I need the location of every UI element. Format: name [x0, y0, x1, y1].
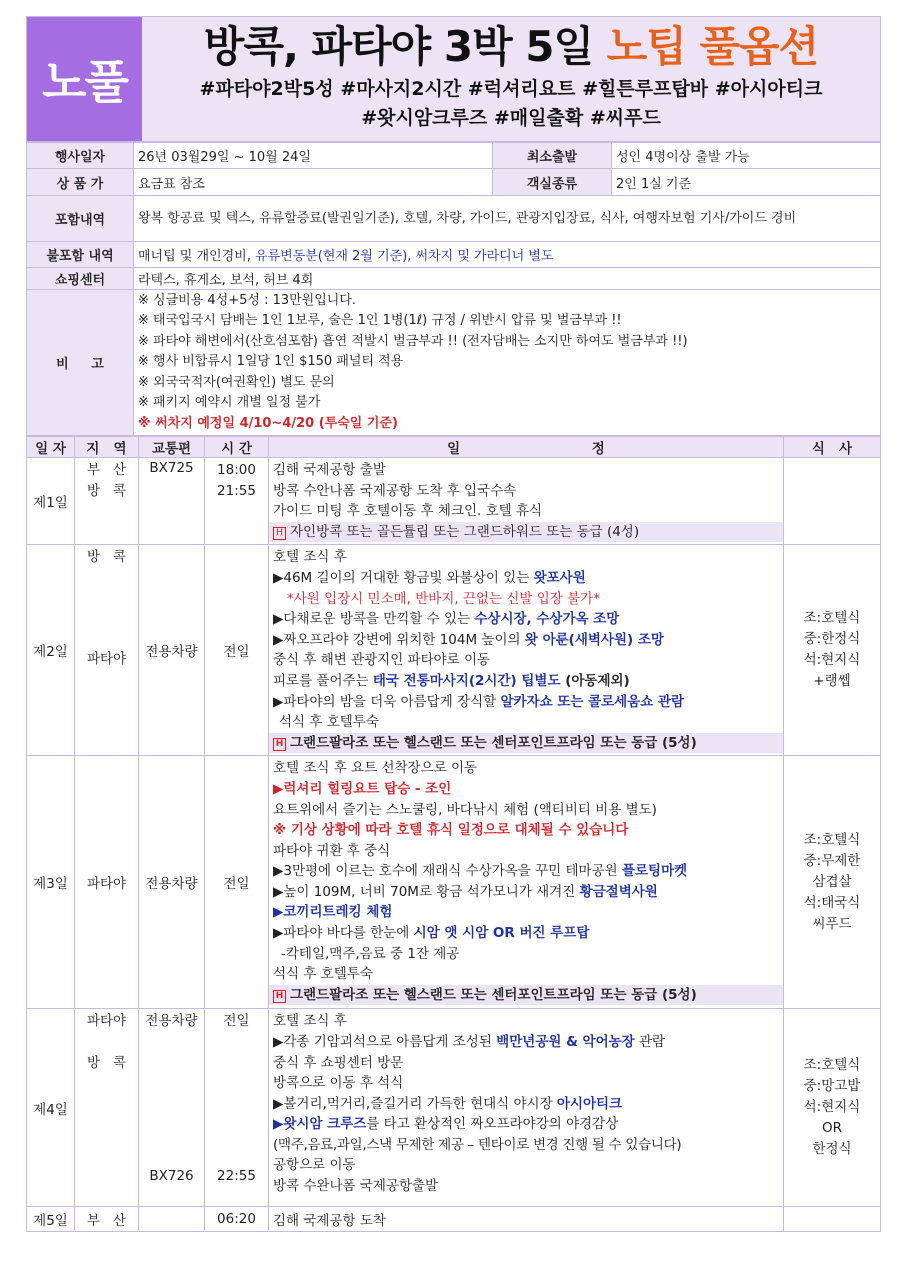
schedule-text: ▶파타야의 밤을 더욱 아름답게 장식할: [273, 693, 501, 710]
schedule-line: [273, 1032, 779, 1053]
region-pattaya: 파타야: [86, 1013, 127, 1030]
schedule-text: ▶짜오프라야 강변에 위치한 104M 높이의: [273, 631, 525, 648]
included-value: 왕복 항공료 및 텍스, 유류할증료(발권일기준), 호텔, 차량, 가이드, 관광지입장료, 식사, 여행자보험 기사/가이드 경비: [134, 196, 881, 242]
schedule-line: 중식 후 해변 관광지인 파타야로 이동: [273, 652, 491, 669]
schedule-text: ▶파타야 바다를 한눈에: [273, 925, 414, 942]
meal-line: 석:태국식: [803, 894, 861, 911]
title-main: 방콕, 파타야 3박 5일: [203, 22, 594, 71]
note-item: ※ 패키지 예약시 개별 일정 불가: [138, 395, 321, 411]
schedule-line: [273, 882, 779, 903]
schedule-line: 호텔 조식 후: [273, 549, 347, 566]
schedule-text: ▶3만평에 이르는 호수에 재래식 수상가옥을 꾸민 테마공원: [273, 863, 622, 880]
itinerary-table: [26, 436, 881, 1232]
schedule-line: [273, 671, 779, 692]
day-5-region: 부 산: [75, 1207, 139, 1232]
col-day: 일 자: [27, 437, 75, 458]
schedule-text: 관람: [634, 1033, 666, 1050]
note-item: ※ 태국입국시 담배는 1인 1보루, 술은 1인 1병(1ℓ) 규정 / 위반시 압류 및 벌금부과 !!: [138, 313, 622, 329]
note-surcharge: ※ 써차지 예정일 4/10~4/20 (투숙일 기준): [138, 415, 398, 431]
highlight-cruise: ▶왓시암 크루즈: [273, 1116, 367, 1133]
hotel-icon: H: [273, 527, 286, 540]
title-accent: 노팁 풀옵션: [606, 22, 819, 71]
day-1-row: [27, 458, 881, 545]
col-transport: 교통편: [139, 437, 205, 458]
day-2-transport: 전용차량: [139, 545, 205, 756]
highlight-watpho: 왓포사원: [533, 569, 586, 586]
note-item: ※ 싱글비용 4성+5성 : 13만원입니다.: [138, 292, 357, 308]
notes: [134, 290, 881, 436]
schedule-line: 석식 후 호텔투숙: [279, 714, 379, 731]
hotel-icon: H: [273, 990, 286, 1003]
region-busan: 부 산: [87, 462, 126, 478]
schedule-text: 를 타고 환상적인 짜오프라야강의 야경감상: [366, 1116, 619, 1133]
meal-line: 석:현지식: [803, 1099, 861, 1116]
day-3-transport: 전용차량: [139, 756, 205, 1009]
meal-line: +랭쎕: [813, 673, 851, 690]
min-depart-value: 성인 4명이상 출발 가능: [612, 143, 881, 169]
day-5-row: [27, 1207, 881, 1232]
day-5-time: 06:20: [205, 1207, 269, 1232]
highlight-yacht: ▶럭셔리 힐링요트 탑승 - 조인: [273, 780, 452, 797]
shopping-label: 쇼핑센터: [27, 268, 134, 290]
date-value: 26년 03월29일 ~ 10월 24일: [134, 143, 493, 169]
note-item: ※ 외국국적자(여권확인) 별도 문의: [138, 374, 335, 390]
highlight-rooftop: 시암 앳 시암 OR 버진 루프탑: [413, 925, 590, 942]
day-5-meal: [784, 1207, 881, 1232]
price-value: 요금표 참조: [134, 169, 493, 196]
hotel-icon: H: [273, 738, 286, 751]
room-value: 2인 1실 기준: [612, 169, 881, 196]
day-5-transport: [139, 1207, 205, 1232]
excluded-value-b: 유류변동분(현재 2월 기준), 써차지 및 가라디너 별도: [255, 249, 554, 264]
schedule-line: 방콕으로 이동 후 석식: [273, 1075, 404, 1092]
highlight-show: 알카자쇼 또는 콜로세움쇼 관람: [500, 693, 685, 710]
day-4-time: [205, 1009, 269, 1207]
hashtags-line-1: #파타야2박5성 #마사지2시간 #럭셔리요트 #힐튼루프탑바 #아시아티크: [199, 78, 823, 100]
schedule-line: [273, 1094, 779, 1115]
hotel-line: [269, 522, 783, 543]
col-schedule: 일 정: [269, 437, 784, 458]
schedule-line: [273, 692, 779, 713]
time-depart: 18:00: [217, 462, 256, 478]
day-3-schedule: [269, 756, 784, 1009]
schedule-line: 방콕 수안나폼 국제공항 도착 후 입국수속: [273, 482, 517, 499]
schedule-warning: ※ 기상 상황에 따라 호텔 휴식 일정으로 대체될 수 있습니다: [273, 822, 629, 839]
shopping-value: 라텍스, 휴게소, 보석, 허브 4회: [134, 268, 881, 290]
schedule-line: 호텔 조식 후 요트 선착장으로 이동: [273, 760, 478, 777]
meal-line: 중:무제한: [803, 852, 861, 869]
document: [26, 16, 881, 1232]
meal-line: 조:호텔식: [803, 1057, 861, 1074]
excluded-label: 불포함 내역: [27, 242, 134, 268]
day-4-meal: [784, 1009, 881, 1207]
meal-line: 중:망고밥: [803, 1078, 861, 1095]
day-1-flight: BX725: [139, 458, 205, 545]
meal-line: OR: [821, 1120, 842, 1137]
schedule-text: ▶각종 기암괴석으로 아름답게 조성된: [273, 1033, 497, 1050]
meal-line: 삼겹살: [812, 873, 852, 890]
schedule-text: 피로를 풀어주는: [273, 672, 373, 689]
schedule-line: (맥주,음료,과일,스낵 무제한 제공 – 텐타이로 변경 진행 될 수 있습니다): [273, 1136, 682, 1153]
highlight-floating-market: 플로팅마켓: [621, 863, 688, 880]
region-bangkok: 방 콕: [87, 482, 126, 499]
room-label: 객실종류: [493, 169, 612, 196]
day-3-meal: [784, 756, 881, 1009]
hotel-line: [269, 985, 783, 1006]
col-time: 시 간: [205, 437, 269, 458]
schedule-line: -칵테일,맥주,음료 중 1잔 제공: [281, 945, 460, 962]
notes-label: 비 고: [27, 290, 134, 436]
schedule-line: 석식 후 호텔투숙: [273, 966, 373, 983]
meal-line: 씨푸드: [812, 915, 852, 932]
time-text: 전일: [223, 1013, 250, 1030]
region-bangkok: 방 콕: [87, 549, 126, 566]
hashtags-line-2: #왓시암크루즈 #매일출확 #씨푸드: [361, 107, 661, 129]
highlight-watarun: 왓 아룬(새벽사원) 조망: [524, 631, 664, 648]
day-4-schedule: [269, 1009, 784, 1207]
col-region: 지 역: [75, 437, 139, 458]
schedule-line: 가이드 미팅 후 호텔이동 후 체크인. 호텔 휴식: [273, 503, 543, 520]
hotel-text: 그랜드팔라조 또는 헬스랜드 또는 센터포인트프라임 또는 동급 (5성): [290, 986, 697, 1003]
day-3-region: 파타야: [75, 756, 139, 1009]
schedule-text: (아동제외): [560, 672, 630, 689]
schedule-line: [273, 861, 779, 882]
hotel-text: 그랜드팔라조 또는 헬스랜드 또는 센터포인트프라임 또는 동급 (5성): [290, 734, 697, 751]
day-1-times: [205, 458, 269, 545]
highlight-elephant: ▶코끼리트레킹 체험: [273, 904, 393, 921]
header: [26, 16, 881, 142]
page-title: [142, 19, 880, 75]
highlight-buddha-cliff: 황금절벽사원: [579, 883, 658, 900]
highlight-floating: 수상시장, 수상가옥 조망: [474, 611, 620, 628]
day-1-schedule: [269, 458, 784, 545]
day-1-label: 제1일: [27, 458, 75, 545]
highlight-million-park: 백만년공원 & 악어농장: [496, 1033, 635, 1050]
date-label: 행사일자: [27, 143, 134, 169]
info-table: [26, 142, 881, 436]
day-5-label: 제5일: [27, 1207, 75, 1232]
price-label: 상 품 가: [27, 169, 134, 196]
schedule-warning: *사원 입장시 민소매, 반바지, 끈없는 신발 입장 불가*: [287, 590, 600, 607]
day-2-meal: [784, 545, 881, 756]
day-4-label: 제4일: [27, 1009, 75, 1207]
schedule-line: 방콕 수완나폼 국제공항출발: [273, 1178, 439, 1195]
flight-number: BX726: [149, 1167, 194, 1184]
highlight-asiatique: 아시아티크: [556, 1095, 623, 1112]
day-4-row: [27, 1009, 881, 1207]
excluded-value-a: 매너팁 및 개인경비,: [138, 249, 251, 264]
schedule-text: ▶볼거리,먹거리,즐길거리 가득한 현대식 야시장: [273, 1095, 557, 1112]
day-5-schedule: 김해 국제공항 도착: [269, 1207, 784, 1232]
meal-line: 조:호텔식: [803, 610, 861, 627]
schedule-line: 공항으로 이동: [273, 1157, 356, 1174]
day-3-time: 전일: [205, 756, 269, 1009]
time-arrive: 21:55: [217, 482, 256, 499]
note-item: ※ 행사 비합류시 1일당 1인 $150 패널티 적용: [138, 354, 404, 370]
schedule-line: [273, 630, 779, 651]
excluded-value: [134, 242, 881, 268]
schedule-line: [273, 1114, 779, 1135]
hotel-line: [269, 733, 783, 754]
schedule-line: [273, 568, 779, 589]
schedule-line: 김해 국제공항 출발: [273, 462, 386, 478]
day-2-label: 제2일: [27, 545, 75, 756]
day-2-time: 전일: [205, 545, 269, 756]
highlight-massage: 태국 전통마사지(2시간) 팁별도: [372, 672, 561, 689]
schedule-text: ▶높이 109M, 너비 70M로 황금 석가모니가 새겨진: [273, 883, 580, 900]
meal-line: 한정식: [812, 1141, 852, 1158]
schedule-line: [273, 609, 779, 630]
day-3-label: 제3일: [27, 756, 75, 1009]
meal-line: 조:호텔식: [803, 831, 861, 848]
included-label: 포함내역: [27, 196, 134, 242]
schedule-text: ▶46M 길이의 거대한 황금빛 와불상이 있는: [273, 569, 534, 586]
hotel-text: 자인방콕 또는 골든튤립 또는 그랜드하워드 또는 동급 (4성): [290, 523, 640, 540]
day-4-transport: [139, 1009, 205, 1207]
meal-line: 중:한정식: [803, 631, 861, 648]
region-bangkok: 방 콕: [87, 1054, 126, 1071]
day-4-region: [75, 1009, 139, 1207]
col-meal: 식 사: [784, 437, 881, 458]
day-2-row: [27, 545, 881, 756]
schedule-line: [273, 923, 779, 944]
min-depart-label: 최소출발: [493, 143, 612, 169]
schedule-text: ▶다채로운 방콕을 만끽할 수 있는: [273, 611, 475, 628]
note-item: ※ 파타야 해변에서(산호섬포함) 흡연 적발시 벌금부과 !! (전자담배는 소지만 하여도 벌금부과 !!): [138, 333, 688, 349]
region-pattaya: 파타야: [86, 650, 127, 667]
day-2-region: [75, 545, 139, 756]
schedule-line: 중식 후 쇼핑센터 방문: [273, 1054, 404, 1071]
transport-text: 전용차량: [145, 1013, 198, 1030]
schedule-line: 파타야 귀환 후 중식: [273, 842, 391, 859]
nopul-badge: 노풀: [27, 17, 142, 141]
day-1-region: [75, 458, 139, 545]
day-1-meal: [784, 458, 881, 545]
meal-line: 석:현지식: [803, 652, 861, 669]
day-3-row: [27, 756, 881, 1009]
header-main: [142, 17, 880, 141]
schedule-line: 요트위에서 즐기는 스노쿨링, 바다낚시 체험 (액티비티 비용 별도): [273, 801, 657, 818]
schedule-line: 호텔 조식 후: [273, 1013, 347, 1030]
time-depart: 22:55: [217, 1167, 256, 1184]
day-2-schedule: [269, 545, 784, 756]
